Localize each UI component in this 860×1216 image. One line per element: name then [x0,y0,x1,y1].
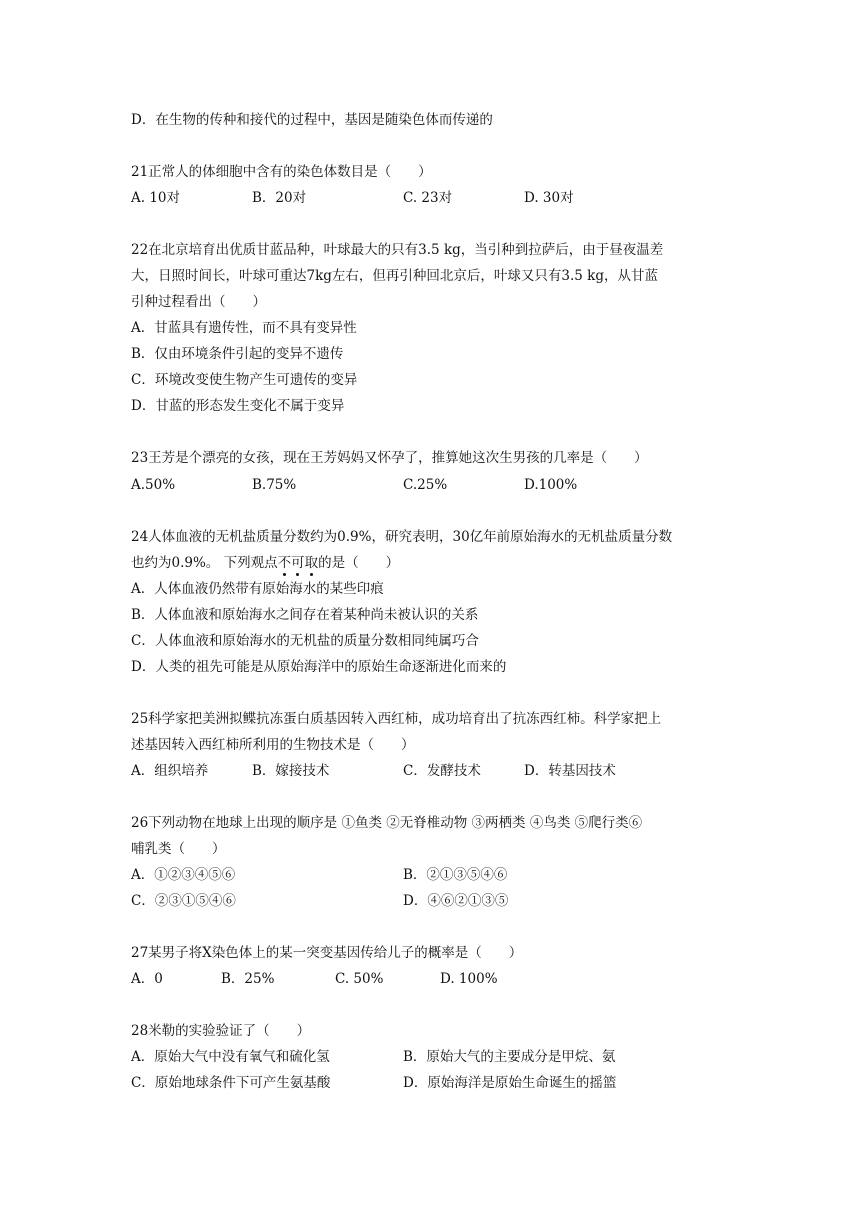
question-28-option-a: A．原始大气中没有氧气和硫化氢 [131,1049,330,1065]
question-27-option-c: C. 50% [335,971,384,987]
question-25-option-c: C．发酵技术 [403,763,481,779]
question-21-option-a: A. 10对 [131,190,181,206]
question-22-option-c: C．环境改变使生物产生可遗传的变异 [131,372,358,388]
question-25-option-d: D．转基因技术 [524,763,616,779]
question-26-stem-line-1: 26下列动物在地球上出现的顺序是 ①鱼类 ②无脊椎动物 ③两栖类 ④鸟类 ⑤爬行类⑥ [131,815,643,831]
question-26-option-b: B．②①③⑤④⑥ [403,867,508,883]
question-21-option-b: B．20对 [252,190,307,206]
question-27-option-b: B．25% [221,971,275,987]
question-23-option-a: A.50% [131,477,176,493]
question-26-option-a: A．①②③④⑤⑥ [131,867,236,883]
question-23-option-b: B.75% [252,477,297,493]
question-25-stem-line-1: 25科学家把美洲拟鲽抗冻蛋白质基因转入西红柿，成功培育出了抗冻西红柿。科学家把上 [131,711,662,727]
question-21-option-d: D. 30对 [524,190,574,206]
question-28-option-c: C．原始地球条件下可产生氨基酸 [131,1075,331,1091]
question-26-option-c: C．②③①⑤④⑥ [131,893,236,909]
question-23-option-c: C.25% [403,477,448,493]
question-23-stem: 23王芳是个漂亮的女孩，现在王芳妈妈又怀孕了，推算她这次生男孩的几率是（ ） [131,450,648,466]
question-25-option-a: A．组织培养 [131,763,209,779]
question-22-stem-line-2: 大，日照时间长，叶球可重达7kg左右，但再引种回北京后，叶球又只有3.5 kg，从甘蓝 [131,268,658,284]
question-24-option-c: C．人体血液和原始海水的无机盐的质量分数相同纯属巧合 [131,633,479,649]
question-21-option-c: C. 23对 [403,190,453,206]
question-22-option-d: D．甘蓝的形态发生变化不属于变异 [131,398,345,414]
emphasis-dotted-char: 取 [304,555,319,571]
question-27-option-a: A．0 [131,971,163,987]
question-26-option-d: D．④⑥②①③⑤ [403,893,509,909]
question-24-stem-text: 也约为0.9%。 下列观点 [131,555,278,571]
question-21-stem: 21正常人的体细胞中含有的染色体数目是（ ） [131,164,432,180]
option-d-previous-question: D．在生物的传种和接代的过程中，基因是随染色体而传递的 [131,112,493,128]
emphasis-dotted-char: 不 [277,555,292,571]
question-24-option-d: D．人类的祖先可能是从原始海洋中的原始生命逐渐进化而来的 [131,659,507,675]
question-22-stem-line-3: 引种过程看出（ ） [131,294,266,310]
question-25-option-b: B．嫁接技术 [252,763,330,779]
question-27-stem: 27某男子将X染色体上的某一突变基因传给儿子的概率是（ ） [131,945,523,961]
question-28-option-d: D．原始海洋是原始生命诞生的摇篮 [403,1075,617,1091]
question-24-option-b: B．人体血液和原始海水之间存在着某种尚未被认识的关系 [131,607,479,623]
question-24-stem-line-1: 24人体血液的无机盐质量分数约为0.9%，研究表明，30亿年前原始海水的无机盐质量分数 [131,529,673,545]
question-28-option-b: B．原始大气的主要成分是甲烷、氨 [403,1049,616,1065]
question-28-stem: 28米勒的实验验证了（ ） [131,1023,311,1039]
question-22-option-b: B．仅由环境条件引起的变异不遗传 [131,346,344,362]
question-24-stem-line-2 [131,554,399,572]
emphasis-dotted-char: 可 [291,555,305,571]
question-26-stem-line-2: 哺乳类（ ） [131,841,226,857]
question-23-option-d: D.100% [524,477,578,493]
question-24-option-a: A．人体血液仍然带有原始海水的某些印痕 [131,581,384,597]
question-25-stem-line-2: 述基因转入西红柿所利用的生物技术是（ ） [131,737,415,753]
question-22-option-a: A．甘蓝具有遗传性，而不具有变异性 [131,320,357,336]
question-22-stem-line-1: 22在北京培育出优质甘蓝品种，叶球最大的只有3.5 kg，当引种到拉萨后，由于昼夜温差 [131,242,664,258]
question-24-stem-text-end: 的是（ ） [318,555,400,571]
question-27-option-d: D. 100% [440,971,498,987]
